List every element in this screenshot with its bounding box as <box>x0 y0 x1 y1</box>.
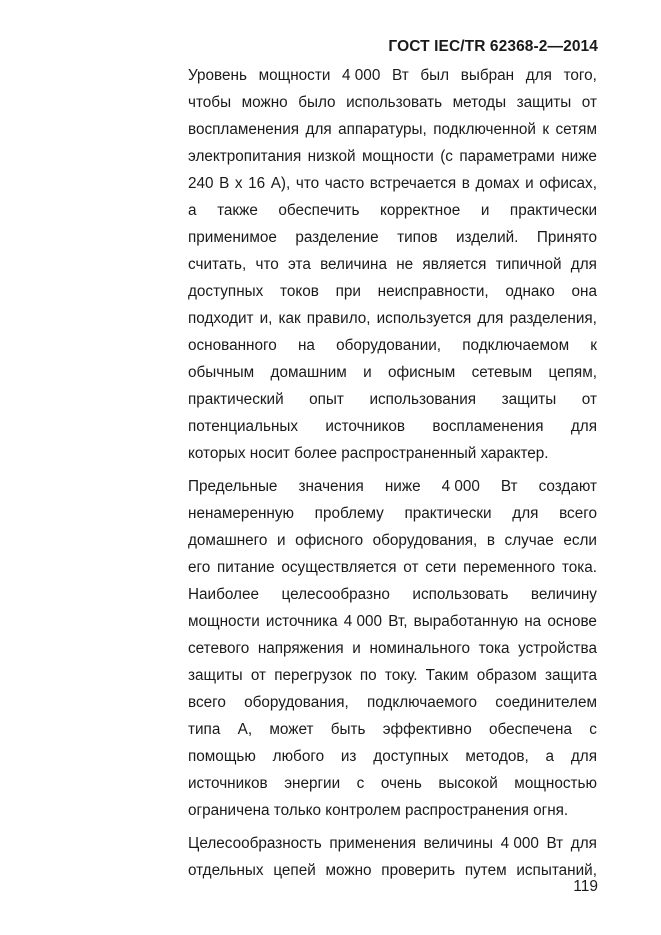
body-text <box>188 62 597 890</box>
text-line: потенциальных источников воспламенения для <box>188 418 597 435</box>
text-line: основанного на оборудовании, подключаемом к <box>188 337 597 354</box>
text-line: Целесообразность применения величины 4 000 Вт для <box>188 835 597 852</box>
text-line: его питание осуществляется от сети переменного тока. <box>188 559 597 576</box>
text-line: домашнего и офисного оборудования, в случае если <box>188 532 597 549</box>
text-line: мощности источника 4 000 Вт, выработанную на основе <box>188 613 597 630</box>
text-line: чтобы можно было использовать методы защиты от <box>188 94 597 111</box>
text-line: подходит и, как правило, используется для разделения, <box>188 310 597 327</box>
text-line: доступных токов при неисправности, однако она <box>188 283 597 300</box>
paragraph <box>188 830 597 884</box>
text-line: отдельных цепей можно проверить путем испытаний, <box>188 862 597 879</box>
text-line: всего оборудования, подключаемого соединителем <box>188 694 597 711</box>
text-line: ограничена только контролем распространения огня. <box>188 802 569 819</box>
text-line: Предельные значения ниже 4 000 Вт создают <box>188 478 597 495</box>
paragraph <box>188 473 597 824</box>
text-line: Наиболее целесообразно использовать величину <box>188 586 597 603</box>
text-line: 240 В х 16 А), что часто встречается в домах и офисах, <box>188 175 597 192</box>
paragraph <box>188 62 597 467</box>
text-line: источников энергии с очень высокой мощностью <box>188 775 597 792</box>
text-line: воспламенения для аппаратуры, подключенной к сетям <box>188 121 597 138</box>
text-line: электропитания низкой мощности (с параметрами ниже <box>188 148 597 165</box>
text-line: сетевого напряжения и номинального тока устройства <box>188 640 597 657</box>
text-line: считать, что эта величина не является типичной для <box>188 256 597 273</box>
text-line: помощью любого из доступных методов, а для <box>188 748 597 765</box>
text-line: применимое разделение типов изделий. Принято <box>188 229 597 246</box>
text-line: а также обеспечить корректное и практически <box>188 202 597 219</box>
text-line: практический опыт использования защиты от <box>188 391 597 408</box>
text-line: Уровень мощности 4 000 Вт был выбран для того, <box>188 67 597 84</box>
text-line: ненамеренную проблему практически для всего <box>188 505 597 522</box>
text-line: типа А, может быть эффективно обеспечена с <box>188 721 597 738</box>
document-header: ГОСТ IEC/TR 62368-2—2014 <box>388 38 598 55</box>
text-line: обычным домашним и офисным сетевым цепям, <box>188 364 597 381</box>
text-line: защиты от перегрузок по току. Таким образом защита <box>188 667 597 684</box>
page-number: 119 <box>573 878 598 895</box>
text-line: которых носит более распространенный характер. <box>188 445 549 462</box>
